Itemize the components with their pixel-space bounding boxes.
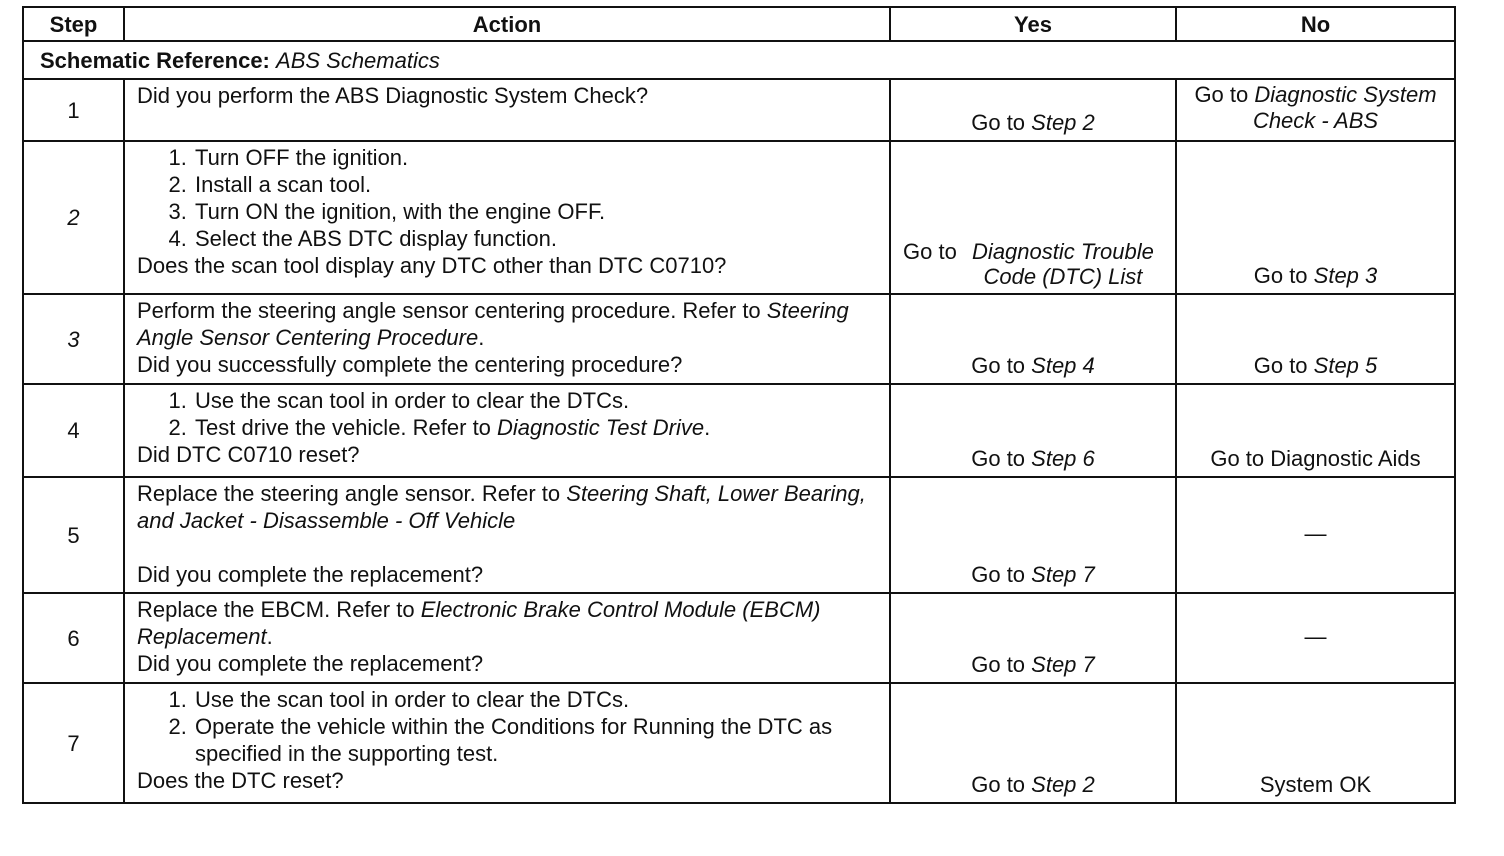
question: Did you complete the replacement? bbox=[137, 562, 484, 587]
action-cell bbox=[124, 79, 890, 141]
yes-link[interactable]: Step 2 bbox=[1031, 110, 1095, 135]
yes-link[interactable]: Diagnostic Trouble Code (DTC) List bbox=[972, 239, 1154, 289]
table-row bbox=[23, 683, 1455, 803]
question: Does the scan tool display any DTC other than DTC C0710? bbox=[137, 253, 727, 278]
yes-link[interactable]: Step 4 bbox=[1031, 353, 1095, 378]
header-no: No bbox=[1176, 7, 1455, 41]
action-cell: Replace the steering angle sensor. Refer to Steering Shaft, Lower Bearing, and Jacket - Disassemble - Off Vehicle Did you complete the replacement? bbox=[124, 477, 890, 593]
yes-link[interactable]: Step 2 bbox=[1031, 772, 1095, 797]
no-cell bbox=[1176, 477, 1455, 593]
action-cell bbox=[124, 384, 890, 477]
header-step: Step bbox=[23, 7, 124, 41]
reference-link[interactable]: Steering Angle Sensor Centering Procedure bbox=[137, 298, 849, 350]
schematic-label: Schematic Reference: bbox=[40, 47, 270, 73]
step-number: 3 bbox=[23, 294, 124, 384]
list-item: 2. Operate the vehicle within the Conditions for Running the DTC as specified in the supporting test. bbox=[193, 713, 881, 767]
yes-link[interactable]: Step 6 bbox=[1031, 446, 1095, 471]
action-cell bbox=[124, 683, 890, 803]
no-link[interactable]: Step 5 bbox=[1313, 353, 1378, 378]
question: Did you perform the ABS Diagnostic System Check? bbox=[137, 83, 649, 108]
status-text: System OK bbox=[1259, 772, 1372, 797]
procedure-list bbox=[137, 387, 881, 441]
yes-cell: Go to Step 2 bbox=[890, 683, 1176, 803]
list-item: 3. Turn ON the ignition, with the engine OFF. bbox=[193, 198, 881, 225]
yes-cell: Go to Step 6 bbox=[890, 384, 1176, 477]
schematic-reference bbox=[23, 41, 1455, 79]
table-row bbox=[23, 79, 1455, 141]
diagnostic-table bbox=[22, 6, 1456, 804]
yes-link[interactable]: Step 7 bbox=[1031, 562, 1095, 587]
no-dash: — bbox=[1304, 520, 1327, 546]
list-item: 2. Install a scan tool. bbox=[193, 171, 881, 198]
yes-link[interactable]: Step 7 bbox=[1031, 652, 1095, 677]
question: Did you successfully complete the centering procedure? bbox=[137, 352, 683, 377]
schematic-row bbox=[23, 41, 1455, 79]
step-number: 7 bbox=[23, 683, 124, 803]
list-item: 1. Use the scan tool in order to clear the DTCs. bbox=[193, 686, 881, 713]
no-cell bbox=[1176, 384, 1455, 477]
yes-cell: Go to Step 4 bbox=[890, 294, 1176, 384]
step-number: 2 bbox=[23, 141, 124, 294]
no-dash: — bbox=[1304, 623, 1327, 649]
procedure-list bbox=[137, 686, 881, 767]
no-link[interactable]: Step 3 bbox=[1313, 263, 1378, 288]
table-row bbox=[23, 384, 1455, 477]
list-item: 2. Test drive the vehicle. Refer to Diagnostic Test Drive. bbox=[193, 414, 881, 441]
table-row bbox=[23, 141, 1455, 294]
reference-link[interactable]: Diagnostic Test Drive bbox=[497, 415, 705, 440]
schematic-link[interactable]: ABS Schematics bbox=[276, 47, 440, 73]
action-cell: Perform the steering angle sensor centering procedure. Refer to Steering Angle Sensor Centering Procedure. Did you successfully complete the centering procedure? bbox=[124, 294, 890, 384]
action-cell: Replace the EBCM. Refer to Electronic Brake Control Module (EBCM) Replacement. Did you complete the replacement? bbox=[124, 593, 890, 683]
procedure-list bbox=[137, 144, 881, 252]
step-number: 1 bbox=[23, 79, 124, 141]
list-item: 1. Use the scan tool in order to clear the DTCs. bbox=[193, 387, 881, 414]
yes-cell: Go to Step 7 bbox=[890, 593, 1176, 683]
step-number: 5 bbox=[23, 477, 124, 593]
header-row bbox=[23, 7, 1455, 41]
question: Did you complete the replacement? bbox=[137, 651, 484, 676]
no-cell: Go to Step 5 bbox=[1176, 294, 1455, 384]
header-action: Action bbox=[124, 7, 890, 41]
no-cell bbox=[1176, 593, 1455, 683]
yes-cell: Go to Step 7 bbox=[890, 477, 1176, 593]
list-item: 1. Turn OFF the ignition. bbox=[193, 144, 881, 171]
no-cell: Go to Diagnostic System Check - ABS bbox=[1176, 79, 1455, 141]
table-row bbox=[23, 477, 1455, 593]
no-cell bbox=[1176, 683, 1455, 803]
table-row bbox=[23, 294, 1455, 384]
step-number: 4 bbox=[23, 384, 124, 477]
action-cell bbox=[124, 141, 890, 294]
question: Does the DTC reset? bbox=[137, 768, 344, 793]
reference-link[interactable]: Steering Shaft, Lower Bearing, and Jacket - Disassemble - Off Vehicle bbox=[137, 481, 866, 533]
no-link[interactable]: Go to Diagnostic Aids bbox=[1210, 446, 1421, 471]
step-number: 6 bbox=[23, 593, 124, 683]
no-cell: Go to Step 3 bbox=[1176, 141, 1455, 294]
header-yes: Yes bbox=[890, 7, 1176, 41]
question: Did DTC C0710 reset? bbox=[137, 442, 360, 467]
table-row bbox=[23, 593, 1455, 683]
reference-link[interactable]: Electronic Brake Control Module (EBCM) Replacement bbox=[137, 597, 821, 649]
yes-cell: Go to Diagnostic Trouble Code (DTC) List bbox=[890, 141, 1176, 294]
no-link[interactable]: Diagnostic System Check - ABS bbox=[1252, 82, 1437, 133]
list-item: 4. Select the ABS DTC display function. bbox=[193, 225, 881, 252]
yes-cell: Go to Step 2 bbox=[890, 79, 1176, 141]
